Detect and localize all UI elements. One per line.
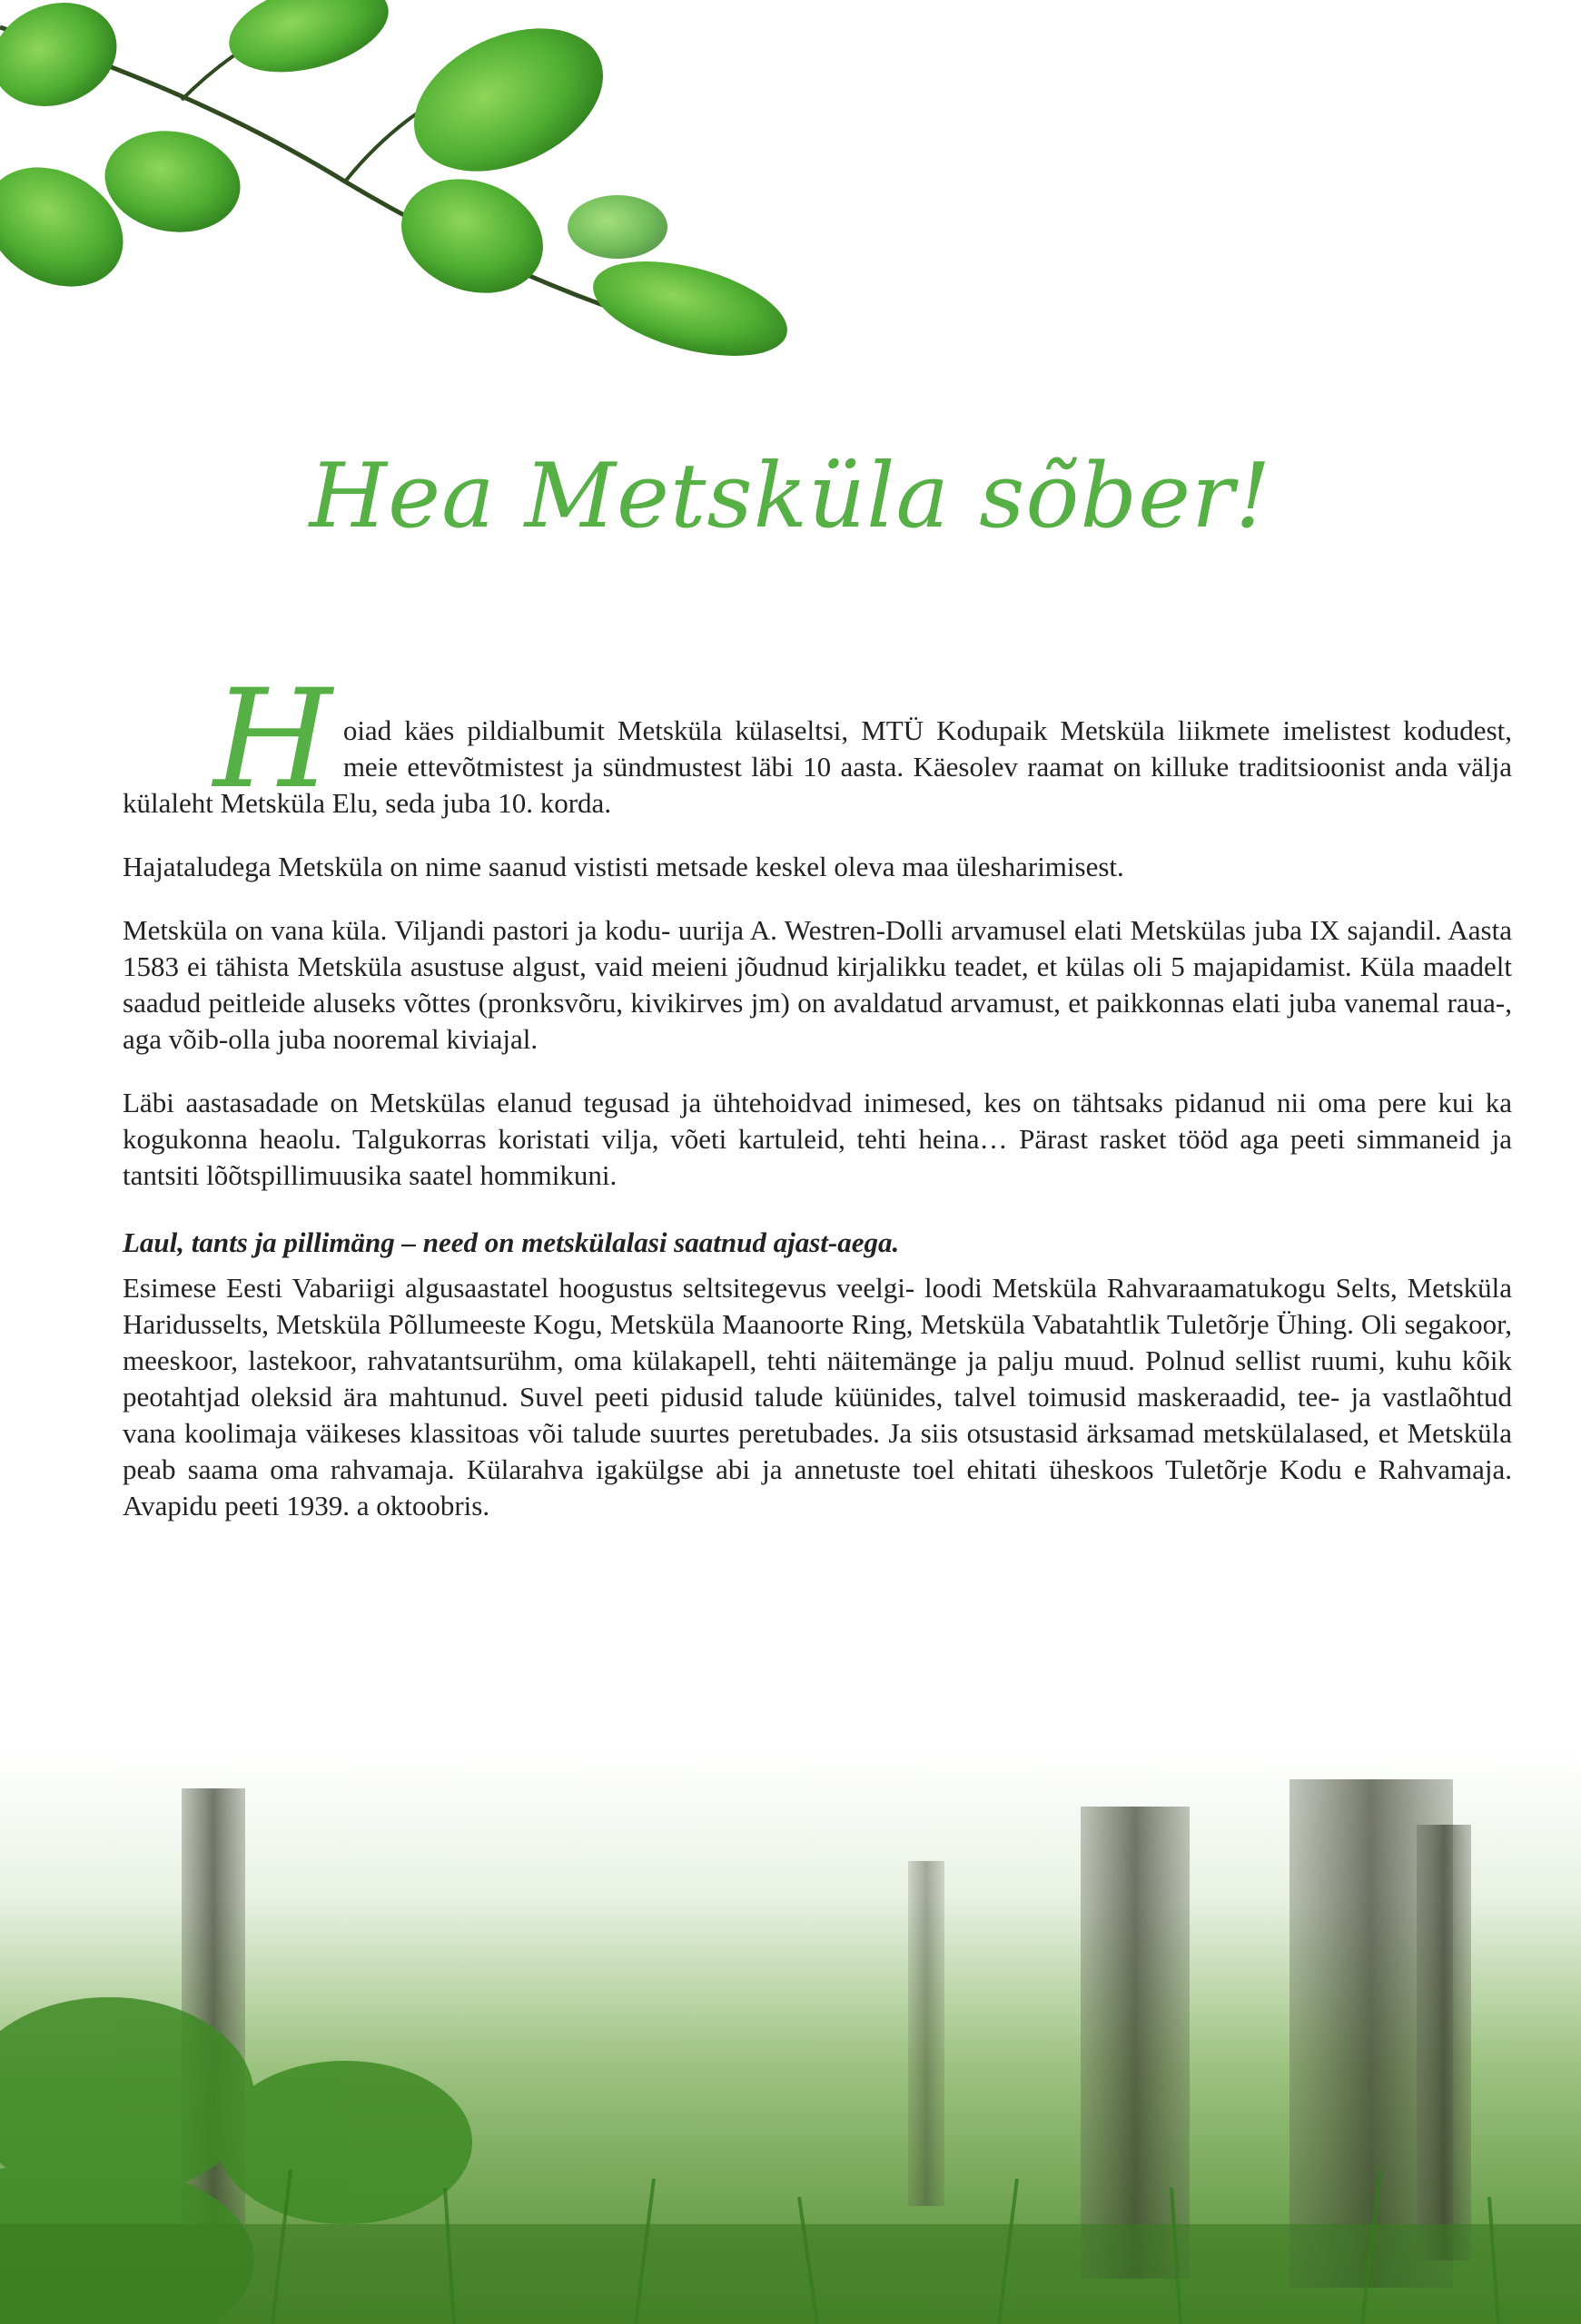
paragraph-3: Metsküla on vana küla. Viljandi pastori ja kodu- uurija A. Westren-Dolli arvamusel elati Metskülas juba IX sajandil. Aasta 1583 ei tähista Metsküla asustuse algust, vaid meieni jõudnud kirjalikku teadet, et külas oli 5 majapidamist. Küla maadelt saadud peitleide aluseks võttes (pronksvõru, kivikirves jm) on avaldatud arvamust, et paikkonnas elati juba vanemal raua-, aga võib-olla juba nooremal kiviajal. (123, 914, 1512, 1055)
paragraph-2: Hajataludega Metsküla on nime saanud vististi metsade keskel oleva maa ülesharimisest. (123, 851, 1124, 882)
forest-illustration (0, 1752, 1581, 2324)
paragraph-1-text: oiad käes pildialbumit Metsküla külaseltsi, MTÜ Kodupaik Metsküla liikmete imelistest kodudest, meie ettevõtmistest ja sündmustest läbi 10 aasta. Käesolev raamat on killuke traditsioonist anda välja külaleht Metsküla Elu, seda juba 10. korda. (123, 714, 1512, 819)
page-title: Hea Metsküla sõber! (309, 445, 1272, 548)
section-subheading: Laul, tants ja pillimäng – need on metskülalasi saatnud ajast-aega. (123, 1226, 900, 1258)
body-text (123, 661, 1512, 1551)
leaves-illustration (0, 0, 908, 381)
paragraph-5: Esimese Eesti Vabariigi algusaastatel hoogustus seltsitegevus veelgi- loodi Metsküla Rahvaraamatukogu Selts, Metsküla Haridusselts, Metsküla Põllumeeste Kogu, Metsküla Maanoorte Ring, Metsküla Vabatahtlik Tuletõrje Ühing. Oli segakoor, meeskoor, lastekoor, rahvatantsurühm, oma külakapell, tehti näitemänge ja palju muud. Polnud sellist ruumi, kuhu kõik peotahtjad oleksid ära mahtunud. Suvel peeti pidusid talude küünides, talvel toimusid maskeraadid, tee- ja vastlaõhtud vana koolimaja väikeses klassitoas või talude suurtes peretubades. Ja siis otsustasid ärksamad metskülalased, et Metsküla peab saama oma rahvamaja. Külarahva igakülgse abi ja annetuste toel ehitati üheskoos Tuletõrje Kodu e Rahvamaja. Avapidu peeti 1939. a oktoobris. (123, 1272, 1512, 1521)
drop-cap: H (213, 661, 332, 819)
intro-paragraph (123, 661, 1512, 822)
paragraph-4: Läbi aastasadade on Metskülas elanud tegusad ja ühtehoidvad inimesed, kes on tähtsaks pidanud nii oma pere kui ka kogukonna heaolu. Talgukorras koristati vilja, võeti kartuleid, tehti heina… Pärast rasket tööd aga peeti simmaneid ja tantsiti lõõtspillimuusika saatel hommikuni. (123, 1087, 1512, 1191)
